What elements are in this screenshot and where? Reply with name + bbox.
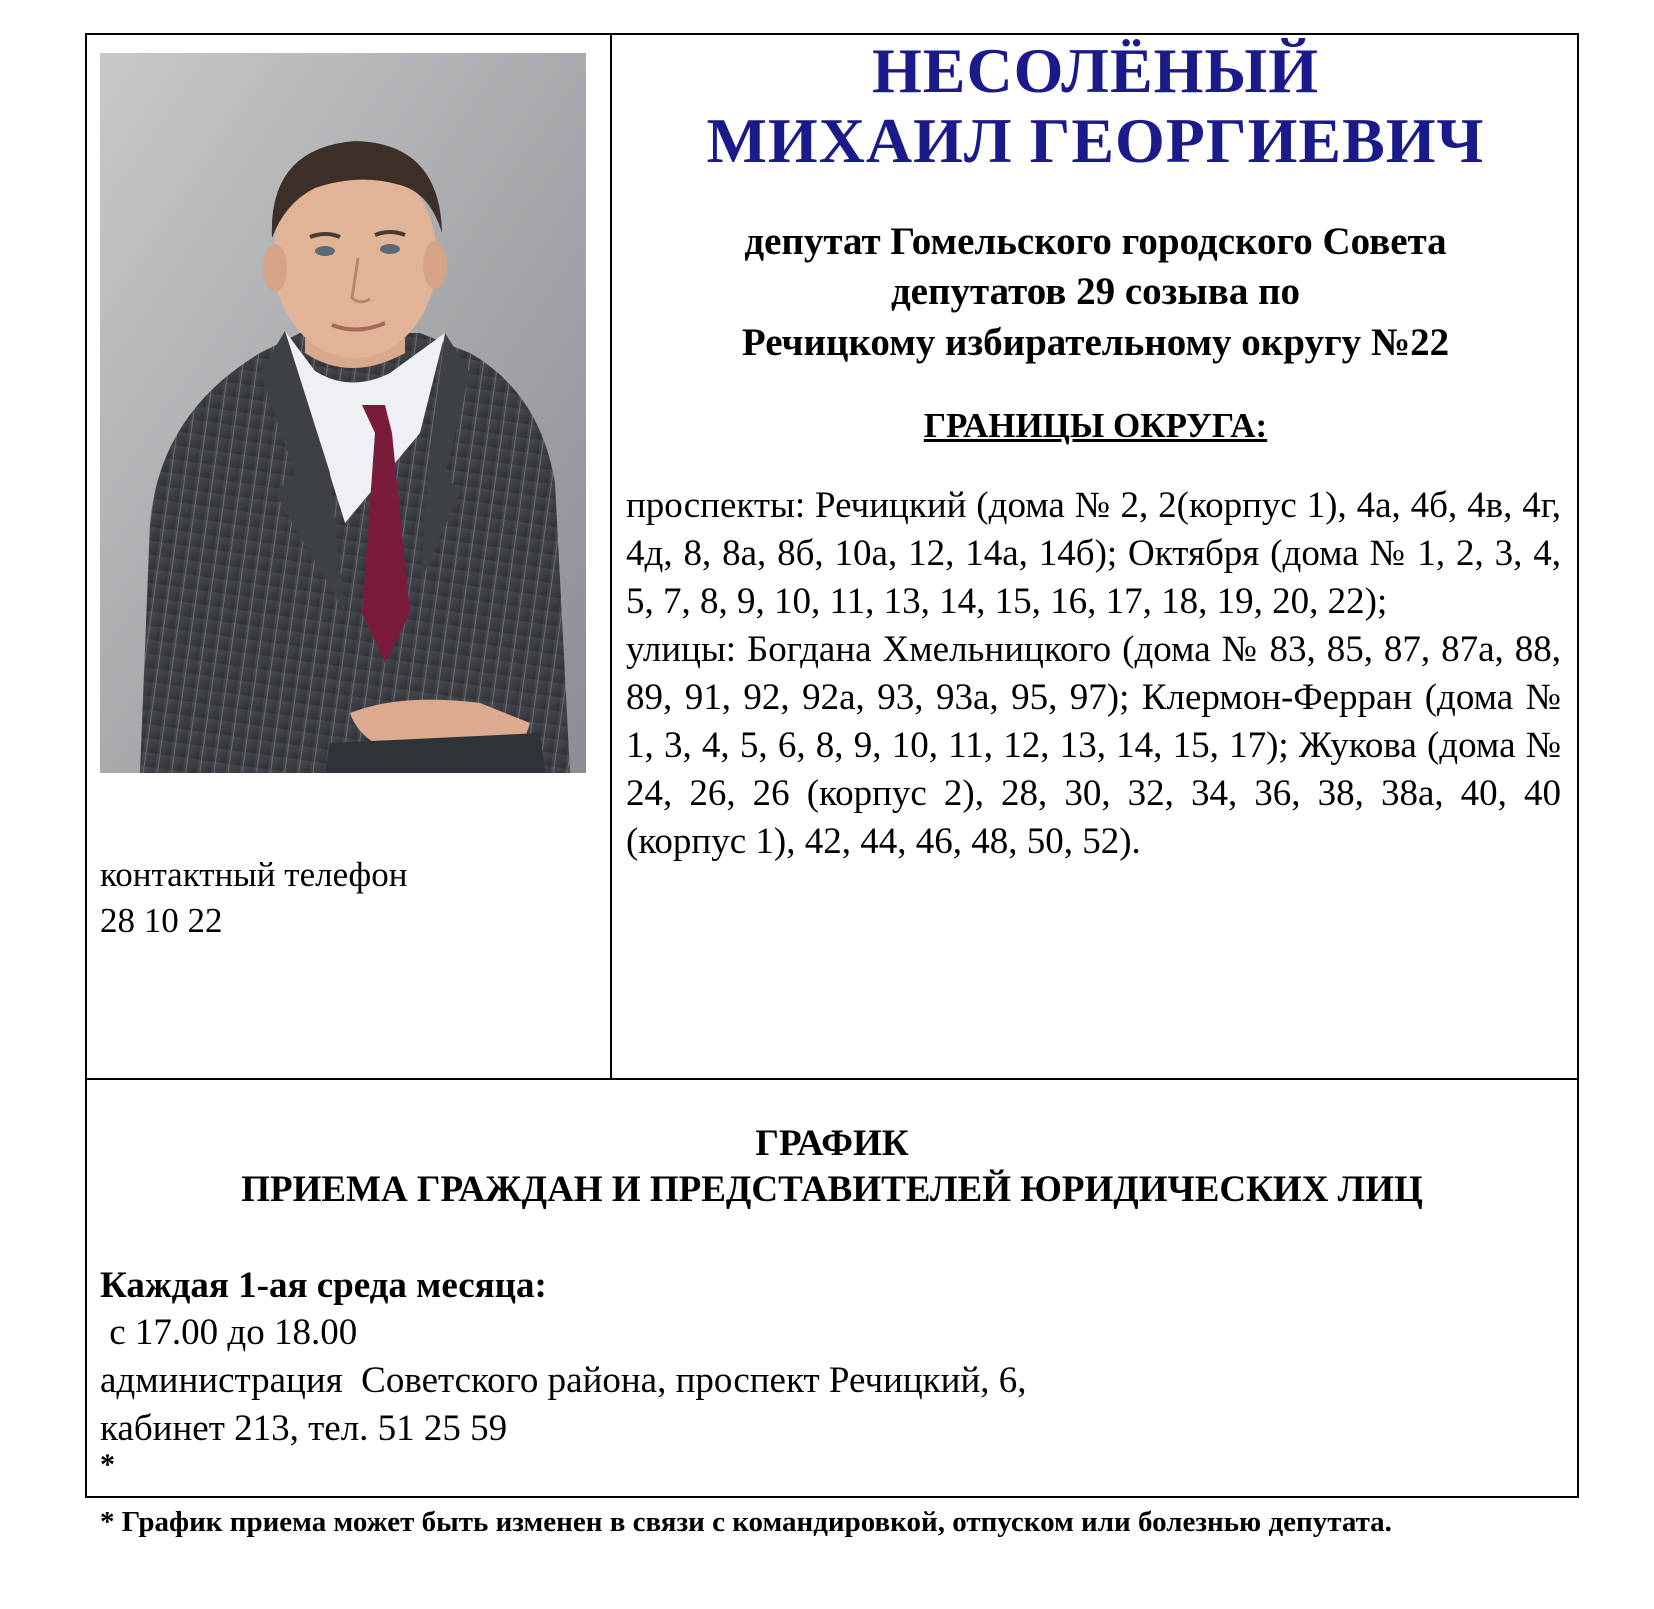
column-divider <box>610 33 612 1080</box>
schedule-room: кабинет 213, тел. 51 25 59 <box>100 1408 508 1449</box>
district-avenues: проспекты: Речицкий (дома № 2, 2(корпус 1), 4а, 4б, 4в, 4г, 4д, 8, 8а, 8б, 10а, 12, 14а, 14б); Октября (дома № 1, 2, 3, 4, 5, 7, 8, 9, 10, 11, 13, 14, 15, 16, 17, 18, 19, 20, 22); <box>626 485 1561 622</box>
schedule-time: с 17.00 до 18.00 <box>100 1312 358 1353</box>
deputy-position-line-3: Речицкому избирательному округу №22 <box>741 321 1450 364</box>
district-borders-text <box>626 482 1561 866</box>
district-borders-heading: ГРАНИЦЫ ОКРУГА: <box>923 406 1268 445</box>
deputy-position-line-2: депутатов 29 созыва по <box>890 270 1301 313</box>
section-divider <box>85 1078 1579 1080</box>
contact-phone-number: 28 10 22 <box>100 901 223 940</box>
schedule-subtitle: ПРИЕМА ГРАЖДАН И ПРЕДСТАВИТЕЛЕЙ ЮРИДИЧЕСКИХ ЛИЦ <box>241 1169 1423 1210</box>
schedule-footnote: * График приема может быть изменен в связи с командировкой, отпуском или болезнью депутата. <box>100 1506 1392 1538</box>
schedule-place: администрация Советского района, проспект Речицкий, 6, <box>100 1360 1027 1401</box>
district-streets: улицы: Богдана Хмельницкого (дома № 83, 85, 87, 87а, 88, 89, 91, 92, 92а, 93, 93а, 95, 97); Клермон-Ферран (дома № 1, 3, 4, 5, 6, 8, 9, 10, 11, 12, 13, 14, 15, 17); Жукова (дома № 24, 26, 26 (корпус 2), 28, 30, 32, 34, 36, 38, 38а, 40, 40 (корпус 1), 42, 44, 46, 48, 50, 52). <box>626 629 1561 862</box>
schedule-day: Каждая 1-ая среда месяца: <box>100 1265 547 1306</box>
deputy-portrait-photo <box>100 53 586 773</box>
contact-phone-label: контактный телефон <box>100 855 408 894</box>
deputy-surname: НЕСОЛЁНЫЙ <box>871 35 1320 106</box>
schedule-asterisk: * <box>100 1448 115 1481</box>
deputy-given-names: МИХАИЛ ГЕОРГИЕВИЧ <box>706 105 1485 176</box>
deputy-position-line-1: депутат Гомельского городского Совета <box>744 220 1447 263</box>
schedule-title: ГРАФИК <box>755 1123 909 1164</box>
